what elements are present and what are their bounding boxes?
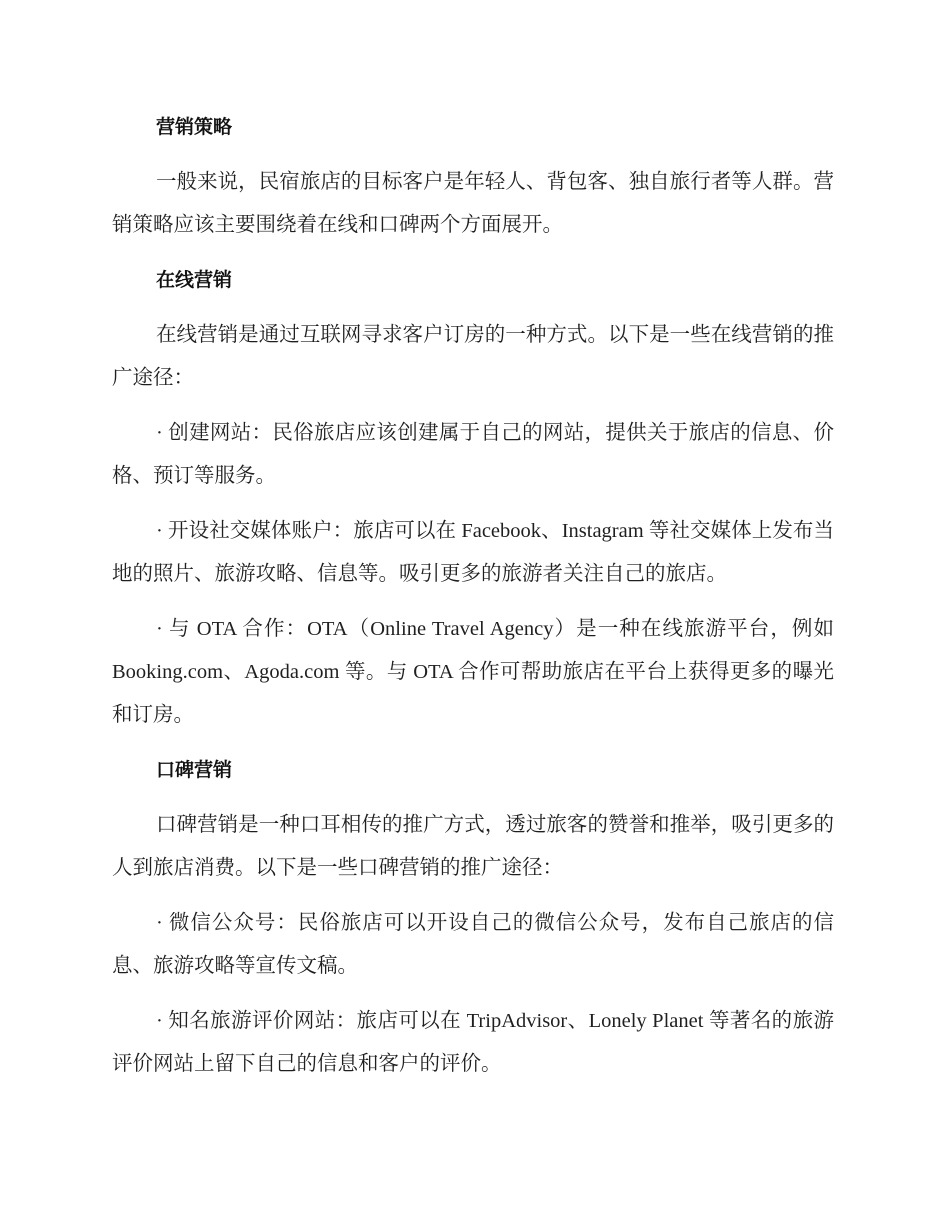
section-heading-online-marketing: 在线营销 (156, 269, 233, 291)
section-heading-marketing-strategy: 营销策略 (156, 116, 233, 138)
section-heading-word-of-mouth: 口碑营销 (156, 759, 233, 781)
paragraph-word-of-mouth-intro: 口碑营销是一种口耳相传的推广方式，透过旅客的赞誉和推举，吸引更多的人到旅店消费。以下是一些口碑营销的推广途径： (112, 814, 834, 879)
bullet-create-website: · 创建网站：民俗旅店应该创建属于自己的网站，提供关于旅店的信息、价格、预订等服务。 (112, 422, 834, 487)
bullet-ota-cooperation: · 与 OTA 合作：OTA（Online Travel Agency）是一种在线旅游平台，例如 Booking.com、Agoda.com 等。与 OTA 合作可帮助旅店在平台上获得更多的曝光和订房。 (112, 618, 834, 726)
paragraph-online-intro: 在线营销是通过互联网寻求客户订房的一种方式。以下是一些在线营销的推广途径： (112, 324, 834, 389)
bullet-social-media: · 开设社交媒体账户：旅店可以在 Facebook、Instagram 等社交媒体上发布当地的照片、旅游攻略、信息等。吸引更多的旅游者关注自己的旅店。 (112, 520, 834, 585)
paragraph-target-customers: 一般来说，民宿旅店的目标客户是年轻人、背包客、独自旅行者等人群。营销策略应该主要围绕着在线和口碑两个方面展开。 (112, 171, 834, 236)
document-body (112, 106, 834, 1098)
bullet-wechat-account: · 微信公众号：民俗旅店可以开设自己的微信公众号，发布自己旅店的信息、旅游攻略等宣传文稿。 (112, 912, 834, 977)
bullet-review-websites: · 知名旅游评价网站：旅店可以在 TripAdvisor、Lonely Planet 等著名的旅游评价网站上留下自己的信息和客户的评价。 (112, 1010, 834, 1075)
